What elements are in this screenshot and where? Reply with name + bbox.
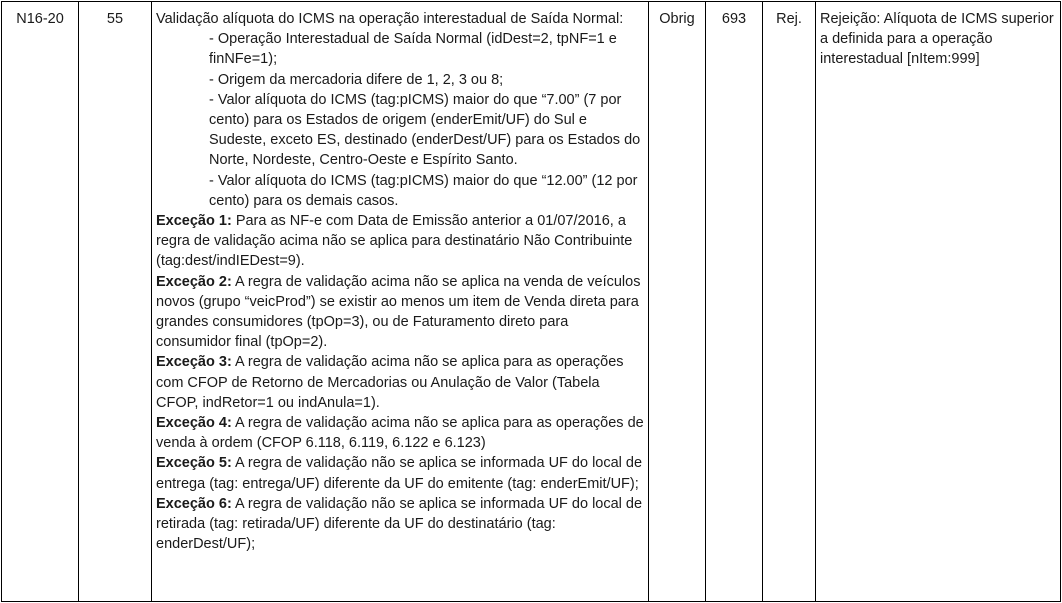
exception-label: Exceção 3: — [156, 354, 232, 371]
obligation-cell: Obrig — [649, 2, 706, 602]
exception-item — [156, 494, 644, 555]
exception-label: Exceção 6: — [156, 495, 232, 512]
rejection-message-cell: Rejeição: Alíquota de ICMS superior a definida para a operação interestadual [nItem:999] — [816, 2, 1061, 602]
exception-text: A regra de validação acima não se aplica para as operações de venda à ordem (CFOP 6.118, 6.119, 6.122 e 6.123) — [156, 415, 644, 452]
condition-item: - Valor alíquota do ICMS (tag:pICMS) maior do que “12.00” (12 por cento) para os demais casos. — [209, 172, 638, 209]
exception-item — [156, 413, 644, 453]
exception-label: Exceção 5: — [156, 455, 232, 472]
exception-item — [156, 211, 644, 272]
exception-item — [156, 453, 644, 493]
exception-item — [156, 352, 644, 413]
table-row — [2, 2, 1061, 602]
rule-description-cell — [152, 2, 649, 602]
exception-text: A regra de validação acima não se aplica na venda de veículos novos (grupo “veicProd”) se existir ao menos um item de Venda direta para grandes consumidores (tpOp=3), ou de Faturamento direto para consumidor final (tpOp=2). — [156, 273, 641, 351]
description-title: Validação alíquota do ICMS na operação interestadual de Saída Normal: — [156, 11, 624, 27]
condition-item: - Operação Interestadual de Saída Normal (idDest=2, tpNF=1 e finNFe=1); — [209, 31, 617, 68]
exception-text: Para as NF-e com Data de Emissão anterior a 01/07/2016, a regra de validação acima não se aplica para destinatário Não Contribuinte (tag:dest/indIEDest=9). — [156, 213, 633, 270]
exception-label: Exceção 2: — [156, 273, 232, 290]
validation-rules-table — [1, 1, 1061, 602]
effect-type-cell: Rej. — [763, 2, 816, 602]
exception-label: Exceção 1: — [156, 213, 232, 230]
rule-id-cell: N16-20 — [2, 2, 79, 602]
exception-text: A regra de validação não se aplica se informada UF do local de entrega (tag: entrega/UF) diferente da UF do emitente (tag: enderEmit/UF); — [156, 455, 643, 492]
condition-item: - Valor alíquota do ICMS (tag:pICMS) maior do que “7.00” (7 por cento) para os Estados de origem (enderEmit/UF) do Sul e Sudeste, exceto ES, destinado (enderDest/UF) para os Estados do Norte, Nordeste, Centro-Oeste e Espírito Santo. — [209, 91, 641, 169]
condition-list — [156, 29, 644, 211]
condition-item: - Origem da mercadoria difere de 1, 2, 3 ou 8; — [209, 71, 504, 88]
rule-sequence-cell: 55 — [79, 2, 152, 602]
exception-text: A regra de validação não se aplica se informada UF do local de retirada (tag: retirada/UF) diferente da UF do destinatário (tag: enderDest/UF); — [156, 495, 643, 553]
exception-label: Exceção 4: — [156, 415, 232, 432]
exception-item — [156, 272, 644, 353]
exception-text: A regra de validação acima não se aplica para as operações com CFOP de Retorno de Mercadorias ou Anulação de Valor (Tabela CFOP, indRetor=1 ou indAnula=1). — [156, 354, 624, 411]
rejection-code-cell: 693 — [706, 2, 763, 602]
